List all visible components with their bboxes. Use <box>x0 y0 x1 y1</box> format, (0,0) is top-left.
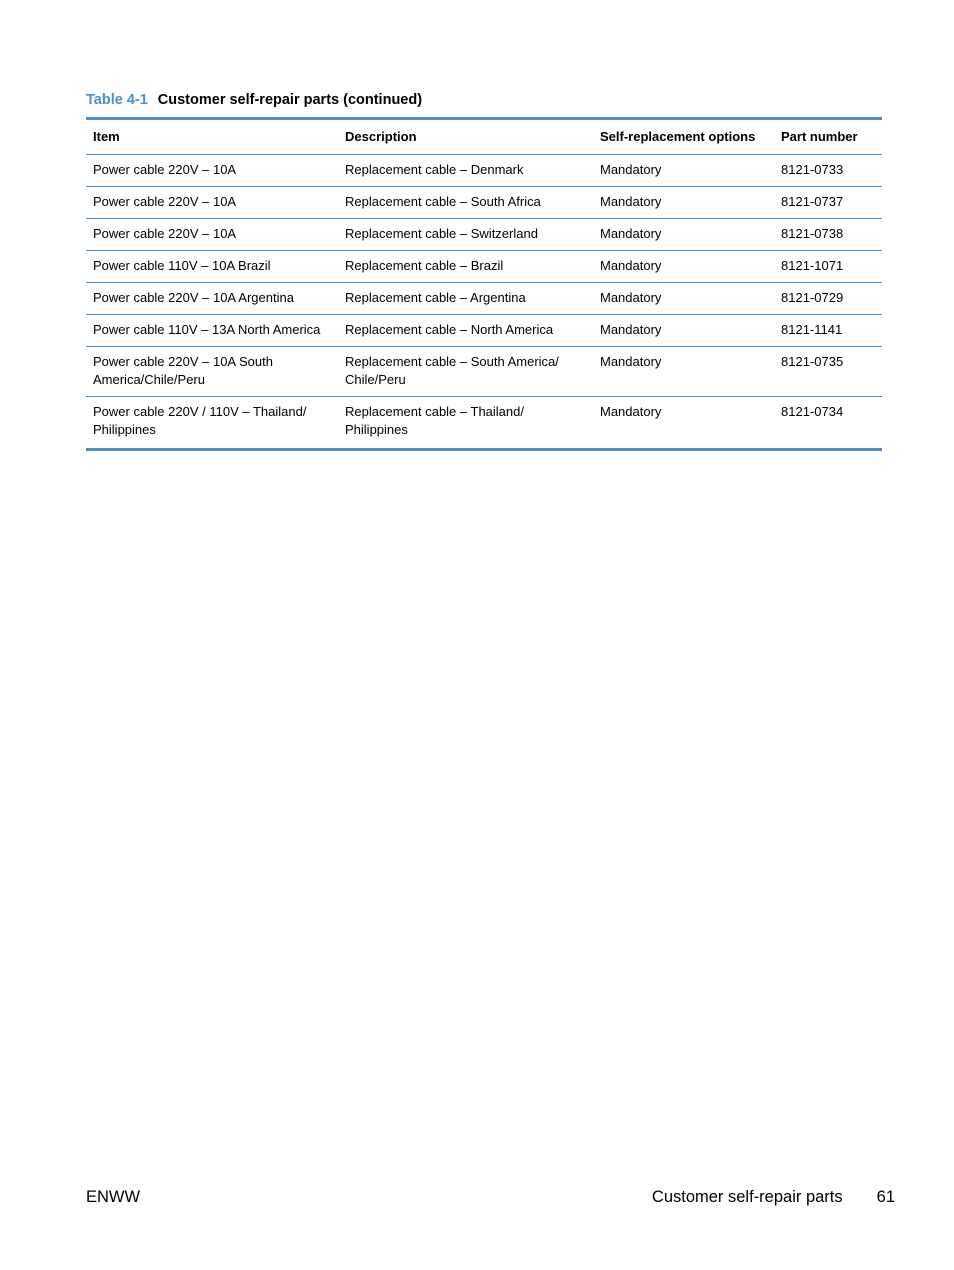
cell-description: Replacement cable – Argentina <box>338 283 593 315</box>
cell-item: Power cable 110V – 13A North America <box>86 315 338 347</box>
table-row <box>86 283 882 315</box>
cell-description: Replacement cable – Switzerland <box>338 219 593 251</box>
cell-item: Power cable 110V – 10A Brazil <box>86 251 338 283</box>
cell-self-replacement: Mandatory <box>593 347 774 397</box>
cell-item: Power cable 220V – 10A <box>86 187 338 219</box>
page-number: 61 <box>876 1188 895 1206</box>
header-description: Description <box>338 119 593 155</box>
footer-section-title: Customer self-repair parts <box>651 1188 843 1206</box>
table-row <box>86 155 882 187</box>
table-title: Customer self-repair parts (continued) <box>157 92 423 108</box>
table-row <box>86 251 882 283</box>
cell-description: Replacement cable – North America <box>338 315 593 347</box>
cell-self-replacement: Mandatory <box>593 187 774 219</box>
footer-doc-code: ENWW <box>86 1188 141 1206</box>
cell-item: Power cable 220V / 110V – Thailand/ Philippines <box>93 404 307 437</box>
cell-part-number: 8121-0735 <box>774 347 882 397</box>
table-row <box>86 397 882 450</box>
header-self-replacement: Self-replacement options <box>593 119 774 155</box>
cell-self-replacement: Mandatory <box>600 404 662 419</box>
cell-part-number: 8121-0733 <box>774 155 882 187</box>
table-row <box>86 347 882 397</box>
header-item: Item <box>86 119 338 155</box>
cell-item: Power cable 220V – 10A <box>86 219 338 251</box>
cell-part-number: 8121-0734 <box>781 404 844 419</box>
cell-item: Power cable 220V – 10A South America/Chile/Peru <box>86 347 338 397</box>
cell-self-replacement: Mandatory <box>593 155 774 187</box>
cell-description: Replacement cable – Denmark <box>338 155 593 187</box>
cell-item: Power cable 220V – 10A <box>86 155 338 187</box>
table-row <box>86 219 882 251</box>
cell-self-replacement: Mandatory <box>593 251 774 283</box>
table-header-row <box>86 119 882 155</box>
cell-self-replacement: Mandatory <box>593 283 774 315</box>
cell-part-number: 8121-0738 <box>774 219 882 251</box>
parts-table <box>86 117 882 451</box>
table-row <box>86 187 882 219</box>
cell-part-number: 8121-1141 <box>774 315 882 347</box>
cell-description: Replacement cable – Thailand/ Philippines <box>345 404 524 437</box>
cell-description: Replacement cable – South Africa <box>338 187 593 219</box>
cell-part-number: 8121-0729 <box>774 283 882 315</box>
table-row <box>86 315 882 347</box>
table-caption <box>86 92 422 108</box>
cell-item: Power cable 220V – 10A Argentina <box>86 283 338 315</box>
cell-part-number: 8121-0737 <box>774 187 882 219</box>
cell-self-replacement: Mandatory <box>593 219 774 251</box>
header-part-number: Part number <box>774 119 882 155</box>
footer-right <box>652 1188 895 1207</box>
cell-self-replacement: Mandatory <box>593 315 774 347</box>
cell-description: Replacement cable – South America/ Chile/Peru <box>338 347 593 397</box>
table-number: Table 4-1 <box>86 92 148 108</box>
cell-part-number: 8121-1071 <box>774 251 882 283</box>
cell-description: Replacement cable – Brazil <box>338 251 593 283</box>
